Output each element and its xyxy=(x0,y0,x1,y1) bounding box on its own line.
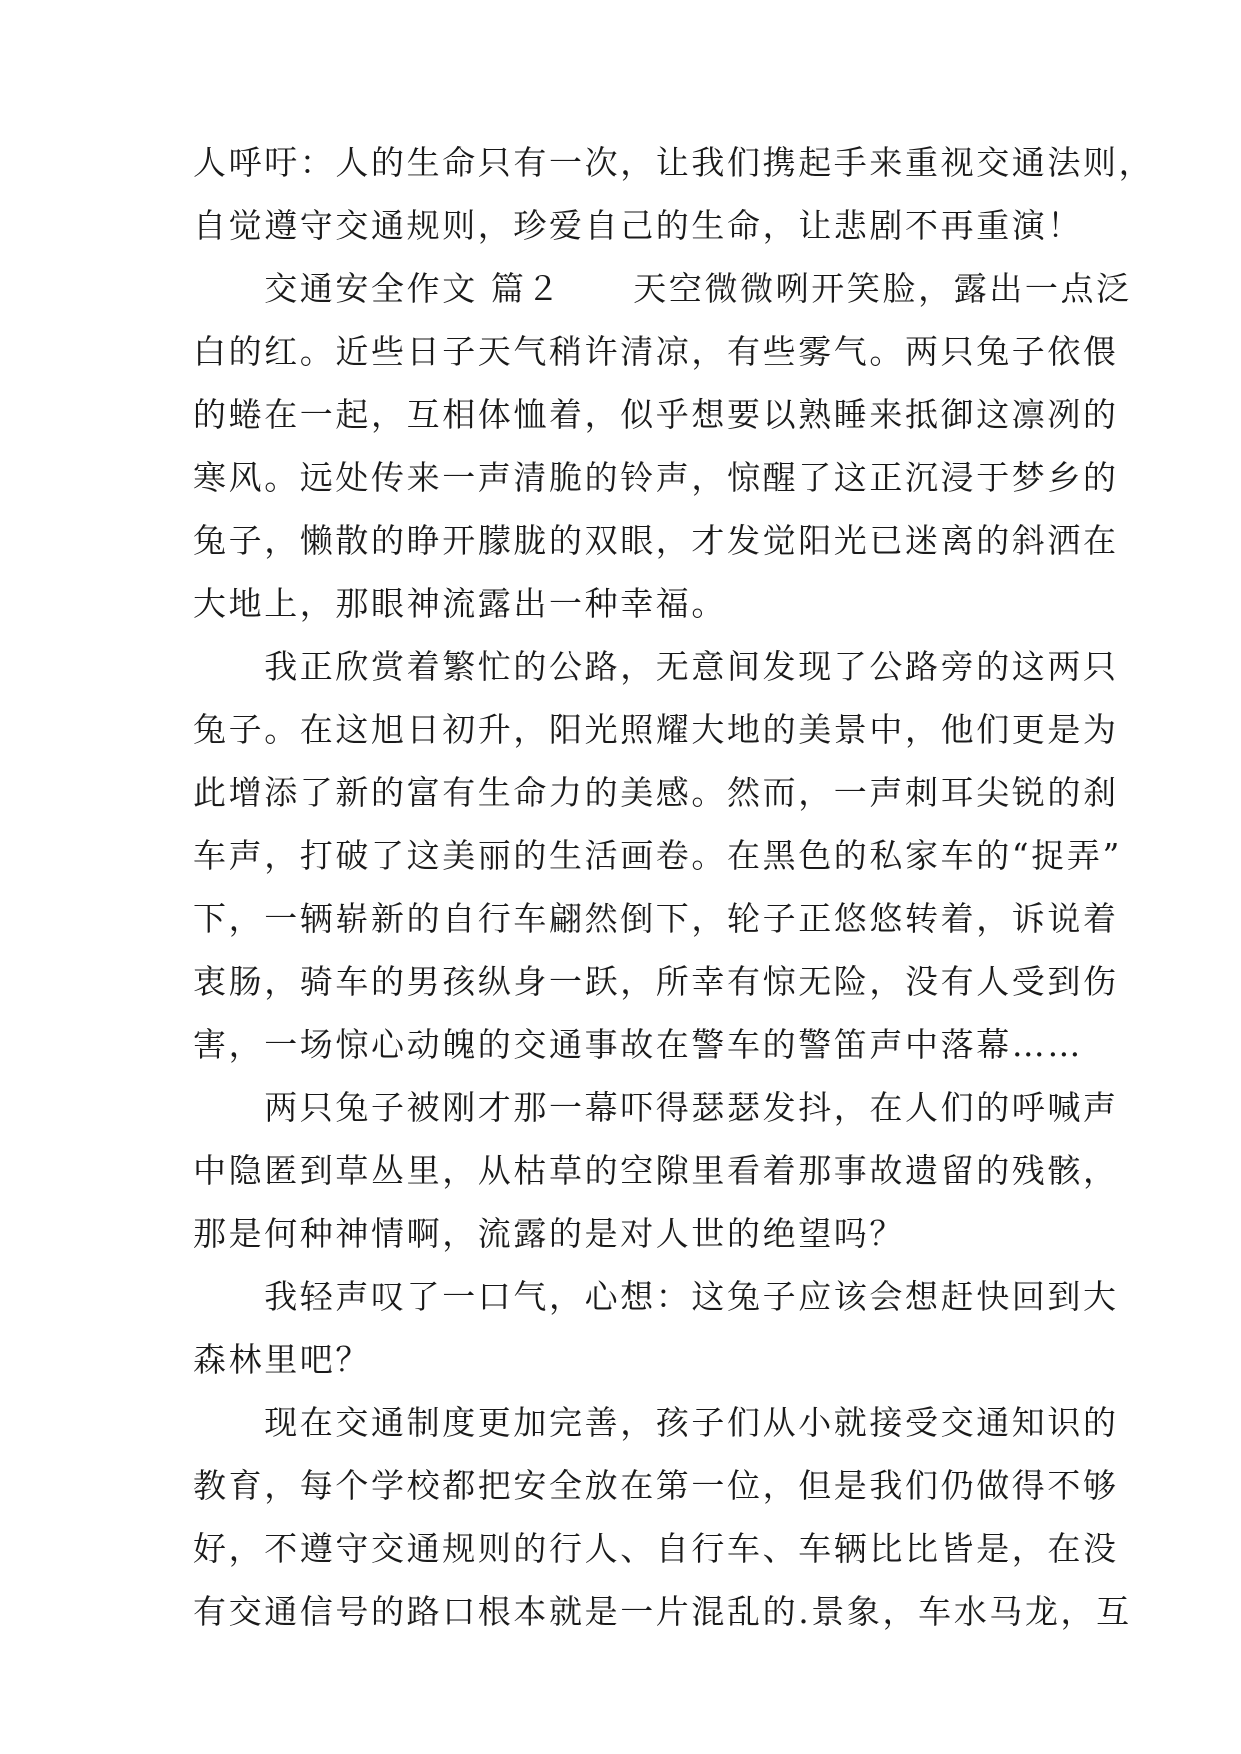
text-line: 人呼吁：人的生命只有一次，让我们携起手来重视交通法则， xyxy=(193,143,1155,182)
text-line: 那是何种神情啊，流露的是对人世的绝望吗？ xyxy=(193,1214,905,1253)
text-line: 衷肠，骑车的男孩纵身一跃，所幸有惊无险，没有人受到伤 xyxy=(193,962,1119,1001)
text-line: 下，一辆崭新的自行车翩然倒下，轮子正悠悠转着，诉说着 xyxy=(193,899,1119,938)
text-line: 兔子。在这旭日初升，阳光照耀大地的美景中，他们更是为 xyxy=(193,710,1119,749)
text-line: 我轻声叹了一口气，心想：这兔子应该会想赶快回到大 xyxy=(193,1277,1119,1316)
text-line: 兔子，懒散的睁开朦胧的双眼，才发觉阳光已迷离的斜洒在 xyxy=(193,521,1119,560)
text-line: 此增添了新的富有生命力的美感。然而，一声刺耳尖锐的刹 xyxy=(193,773,1119,812)
text-line: 两只兔子被刚才那一幕吓得瑟瑟发抖，在人们的呼喊声 xyxy=(193,1088,1119,1127)
text-line: 教育，每个学校都把安全放在第一位，但是我们仍做得不够 xyxy=(193,1466,1119,1505)
text-line: 的蜷在一起，互相体恤着，似乎想要以熟睡来抵御这凛冽的 xyxy=(193,395,1119,434)
text-line: 好，不遵守交通规则的行人、自行车、车辆比比皆是，在没 xyxy=(193,1529,1119,1568)
text-line: 森林里吧？ xyxy=(193,1340,371,1379)
text-line: 有交通信号的路口根本就是一片混乱的.景象，车水马龙，互 xyxy=(193,1592,1132,1631)
text-line: 害，一场惊心动魄的交通事故在警车的警笛声中落幕…… xyxy=(193,1025,1083,1064)
text-line: 中隐匿到草丛里，从枯草的空隙里看着那事故遗留的残骸， xyxy=(193,1151,1119,1190)
text-line: 现在交通制度更加完善，孩子们从小就接受交通知识的 xyxy=(193,1403,1119,1442)
text-line: 大地上，那眼神流露出一种幸福。 xyxy=(193,584,727,623)
text-line: 我正欣赏着繁忙的公路，无意间发现了公路旁的这两只 xyxy=(193,647,1119,686)
text-line: 寒风。远处传来一声清脆的铃声，惊醒了这正沉浸于梦乡的 xyxy=(193,458,1119,497)
text-line: 白的红。近些日子天气稍许清凉，有些雾气。两只兔子依偎 xyxy=(193,332,1119,371)
text-line: 自觉遵守交通规则，珍爱自己的生命，让悲剧不再重演！ xyxy=(193,206,1083,245)
text-line: 车声，打破了这美丽的生活画卷。在黑色的私家车的“捉弄” xyxy=(193,836,1122,875)
text-line: 交通安全作文 篇２ 天空微微咧开笑脸，露出一点泛 xyxy=(193,269,1132,308)
